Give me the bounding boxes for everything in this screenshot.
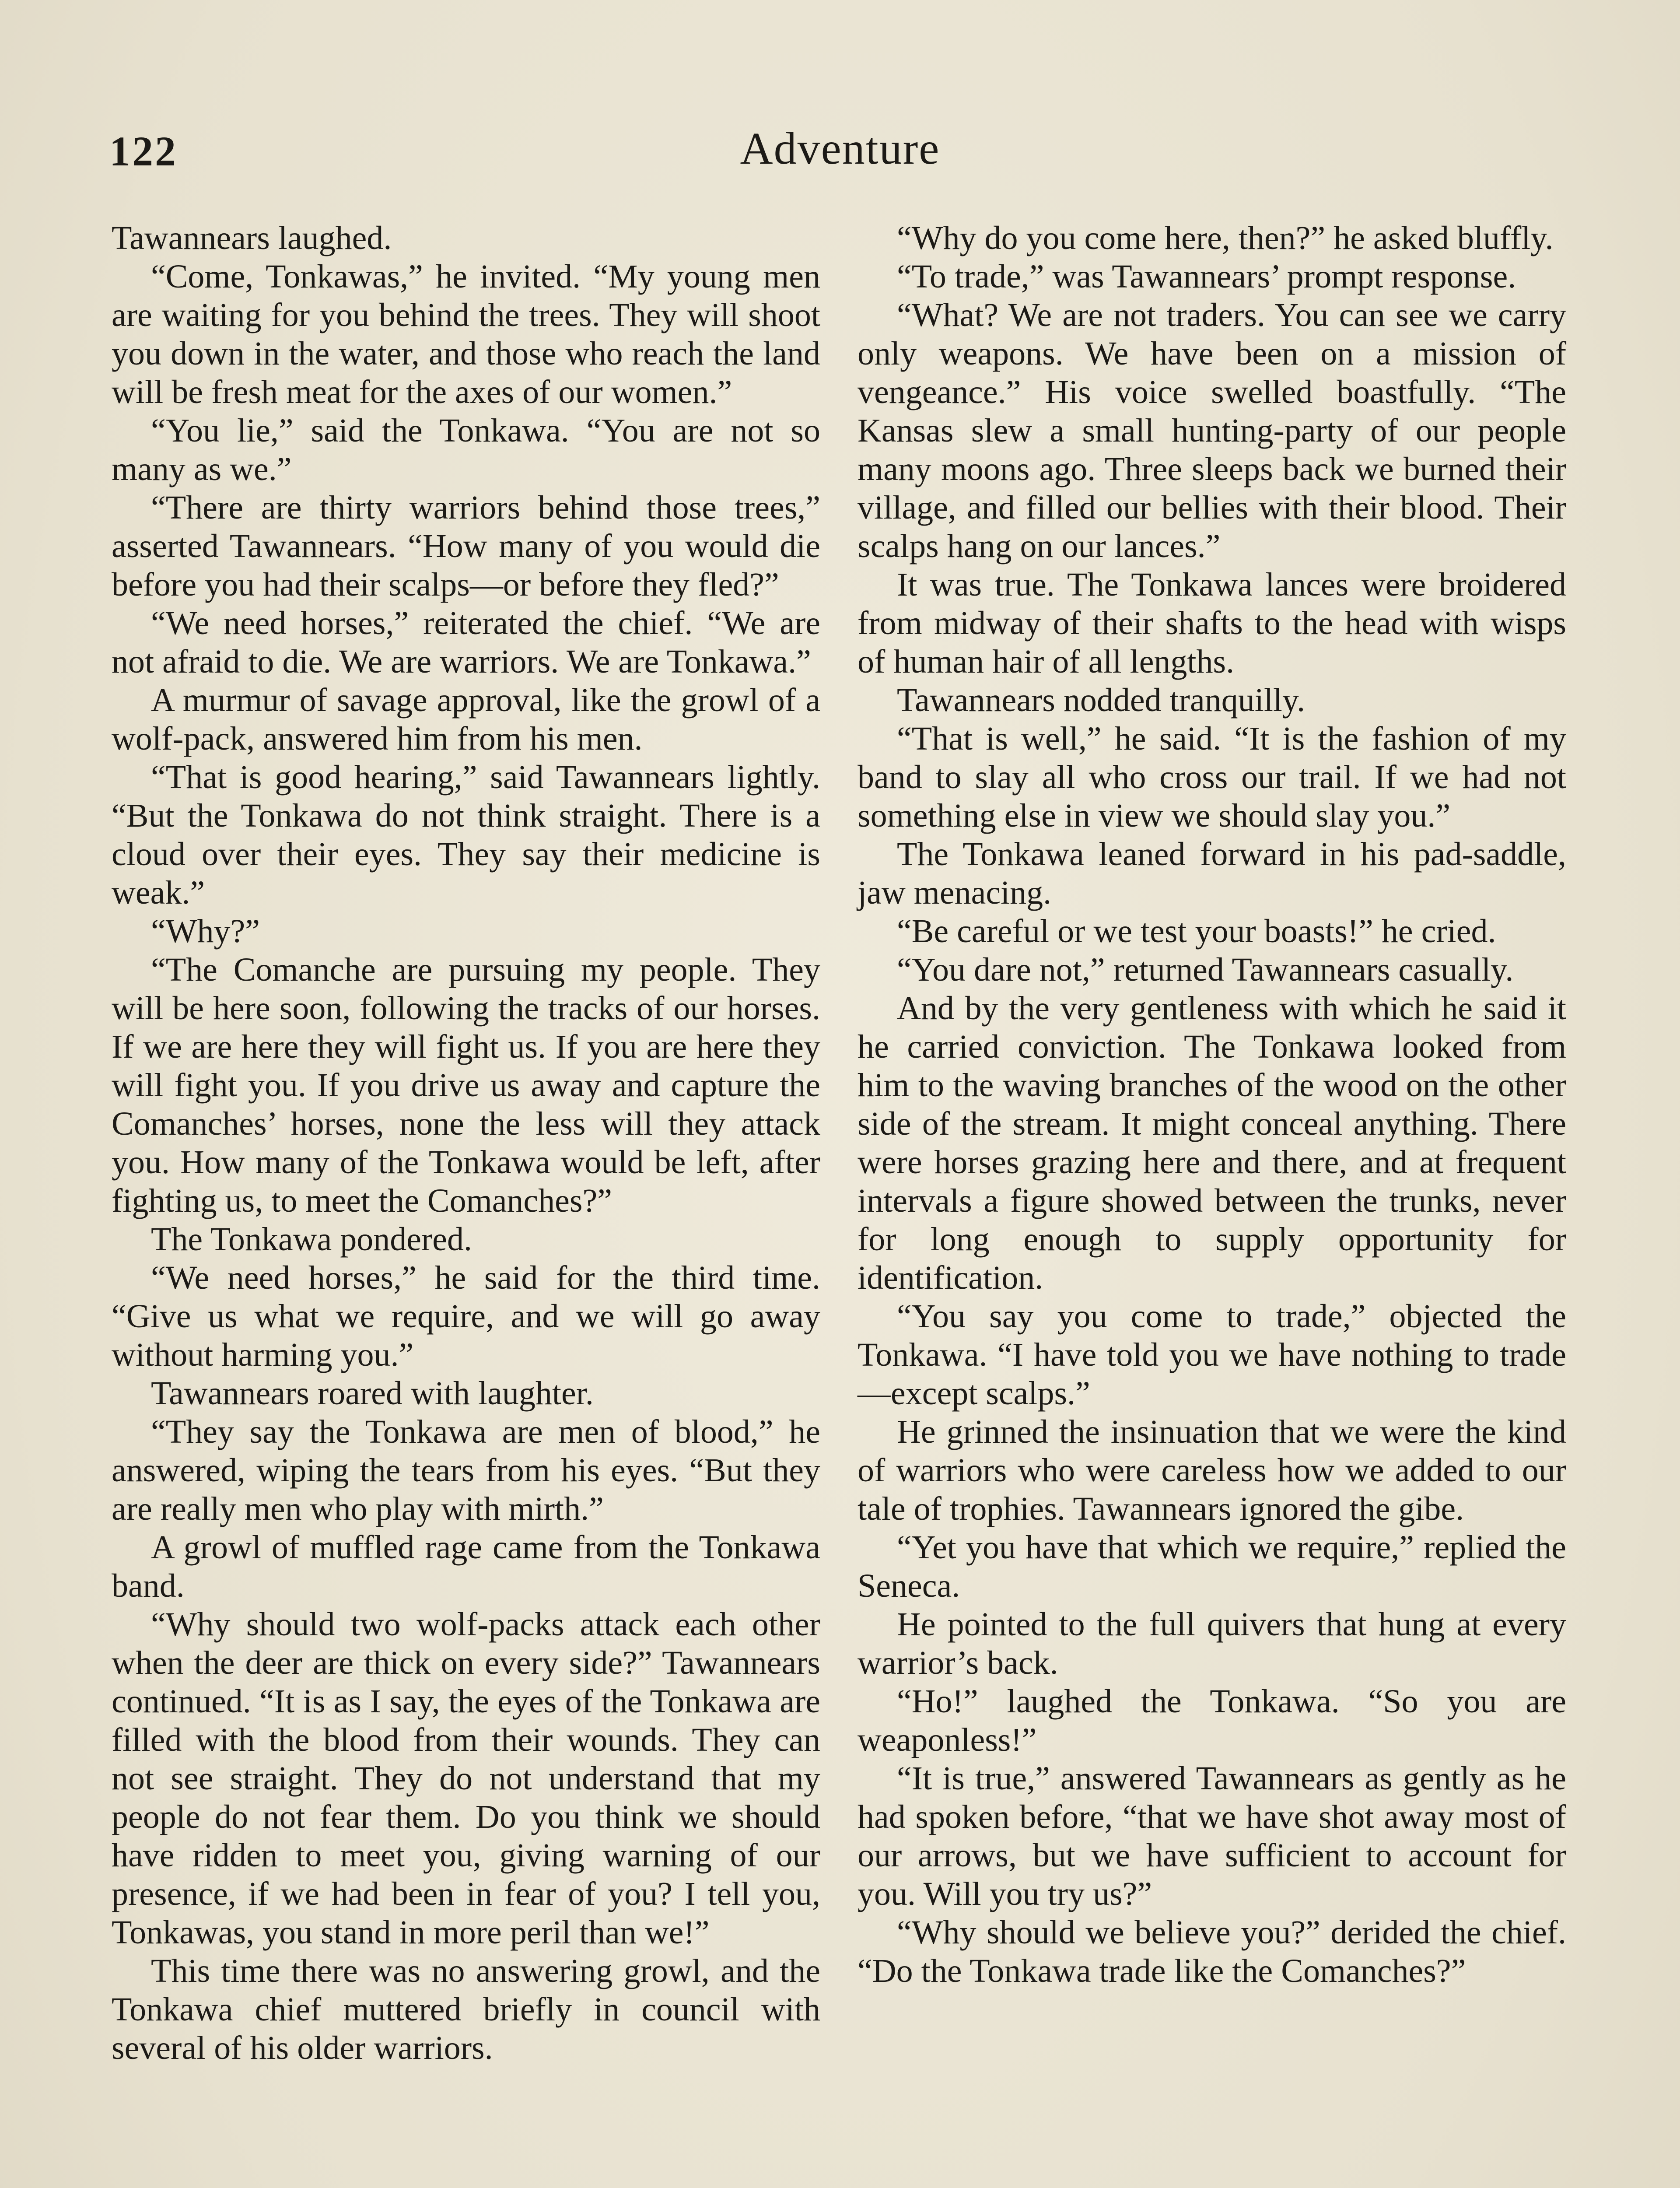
- right-column: [858, 219, 1566, 1990]
- paragraph: “Why?”: [151, 913, 260, 950]
- page-header: [109, 118, 1571, 184]
- paragraph: “Ho!” laughed the Tonkawa. “So you are weaponless!”: [858, 1683, 1566, 1758]
- paragraph: “Why should we believe you?” derided the chief. “Do the Tonkawa trade like the Comanches?”: [858, 1914, 1566, 1989]
- paragraph: The Tonkawa pondered.: [151, 1221, 472, 1258]
- paragraph: He grinned the insinuation that we were the kind of warriors who were careless how we added to our tale of trophies. Tawannears ignored the gibe.: [858, 1413, 1566, 1527]
- paragraph: “That is well,” he said. “It is the fashion of my band to slay all who cross our trail. If we had not something else in view we should slay you.”: [858, 720, 1566, 834]
- paragraph: “Why should two wolf-packs attack each other when the deer are thick on every side?” Tawannears continued. “It is as I say, the eyes of the Tonkawa are filled with the blood from their wounds. They can not see straight. They do not understand that my people do not fear them. Do you think we should have ridden to meet you, giving warning of our presence, if we had been in fear of you? I tell you, Tonkawas, you stand in more peril than we!”: [112, 1606, 820, 1951]
- paragraph: “There are thirty warriors behind those trees,” asserted Tawannears. “How many of you would die before you had their scalps—or before they fled?”: [112, 489, 820, 603]
- paragraph: “Yet you have that which we require,” replied the Seneca.: [858, 1529, 1566, 1604]
- paragraph: “They say the Tonkawa are men of blood,” he answered, wiping the tears from his eyes. “But they are really men who play with mirth.”: [112, 1413, 820, 1527]
- page-number: 122: [109, 128, 178, 175]
- paragraph: This time there was no answering growl, and the Tonkawa chief muttered briefly in council with several of his older warriors.: [112, 1953, 820, 2066]
- paragraph: Tawannears roared with laughter.: [151, 1375, 594, 1412]
- paragraph: “What? We are not traders. You can see we carry only weapons. We have been on a mission of vengeance.” His voice swelled boastfully. “The Kansas slew a small hunting-party of our people many moons ago. Three sleeps back we burned their village, and filled our bellies with their blood. Their scalps hang on our lances.”: [858, 297, 1566, 565]
- paragraph: A growl of muffled rage came from the Tonkawa band.: [112, 1529, 820, 1604]
- paragraph: He pointed to the full quivers that hung at every warrior’s back.: [858, 1606, 1566, 1681]
- paragraph: “To trade,” was Tawannears’ prompt response.: [897, 258, 1516, 295]
- paragraph: “You lie,” said the Tonkawa. “You are not so many as we.”: [112, 412, 820, 487]
- paragraph: A murmur of savage approval, like the growl of a wolf-pack, answered him from his men.: [112, 682, 820, 757]
- paragraph: “Be careful or we test your boasts!” he cried.: [897, 913, 1496, 950]
- paragraph: Tawannears nodded tranquilly.: [897, 682, 1306, 719]
- paragraph: “Why do you come here, then?” he asked bluffly.: [897, 220, 1554, 256]
- paragraph: “We need horses,” he said for the third time. “Give us what we require, and we will go away without harming you.”: [112, 1259, 820, 1373]
- paragraph: “You dare not,” returned Tawannears casually.: [897, 951, 1514, 988]
- paragraph: “The Comanche are pursuing my people. They will be here soon, following the tracks of our horses. If we are here they will fight us. If you are here they will fight you. If you drive us away and capture the Comanches’ horses, none the less will they attack you. How many of the Tonkawa would be left, after fighting us, to meet the Comanches?”: [112, 951, 820, 1219]
- left-column: [112, 219, 820, 2067]
- paragraph: “It is true,” answered Tawannears as gently as he had spoken before, “that we have shot away most of our arrows, but we have sufficient to account for you. Will you try us?”: [858, 1760, 1566, 1912]
- paragraph: The Tonkawa leaned forward in his pad-saddle, jaw menacing.: [858, 836, 1566, 911]
- page-title: Adventure: [740, 123, 940, 174]
- paragraph: It was true. The Tonkawa lances were broidered from midway of their shafts to the head with wisps of human hair of all lengths.: [858, 566, 1566, 680]
- paragraph: “Come, Tonkawas,” he invited. “My young men are waiting for you behind the trees. They will shoot you down in the water, and those who reach the land will be fresh meat for the axes of our women.”: [112, 258, 820, 410]
- paragraph: “We need horses,” reiterated the chief. “We are not afraid to die. We are warriors. We are Tonkawa.”: [112, 605, 820, 680]
- paragraph: “You say you come to trade,” objected the Tonkawa. “I have told you we have nothing to trade—except scalps.”: [858, 1298, 1566, 1412]
- paragraph: “That is good hearing,” said Tawannears lightly. “But the Tonkawa do not think straight. There is a cloud over their eyes. They say their medicine is weak.”: [112, 759, 820, 911]
- paragraph: Tawannears laughed.: [112, 220, 392, 256]
- paragraph: And by the very gentleness with which he said it he carried conviction. The Tonkawa looked from him to the waving branches of the wood on the other side of the stream. It might conceal anything. There were horses grazing here and there, and at frequent intervals a figure showed between the trunks, never for long enough to supply opportunity for identification.: [858, 990, 1566, 1296]
